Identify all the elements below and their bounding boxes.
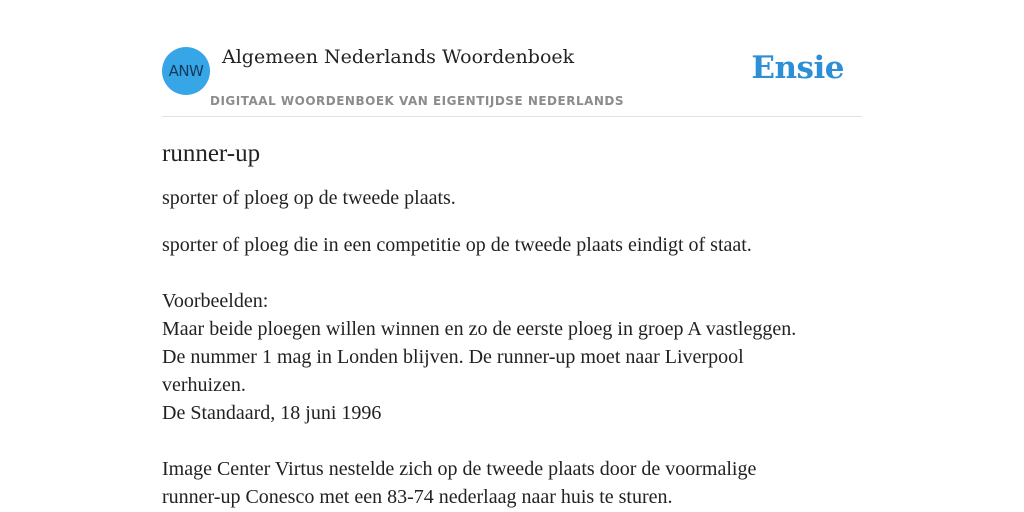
spacer [162, 259, 862, 287]
example-1-line-3: verhuizen. [162, 374, 246, 396]
example-1-source: De Standaard, 18 juni 1996 [162, 402, 382, 424]
site-header [162, 40, 862, 117]
spacer [162, 427, 862, 455]
ensie-logo[interactable]: Ensie [751, 50, 844, 86]
examples-heading: Voorbeelden: [162, 290, 269, 312]
anw-logo-text: ANW [168, 62, 204, 80]
entry-content [162, 138, 862, 511]
entry-title: runner-up [162, 140, 261, 167]
site-title[interactable]: Algemeen Nederlands Woordenboek [222, 46, 575, 68]
example-1-line-2: De nummer 1 mag in Londen blijven. De runner-up moet naar Liverpool [162, 346, 744, 368]
example-2-line-1: Image Center Virtus nestelde zich op de tweede plaats door de voormalige [162, 458, 757, 480]
long-definition: sporter of ploeg die in een competitie op de tweede plaats eindigt of staat. [162, 234, 752, 256]
anw-logo[interactable] [162, 47, 210, 95]
example-1-line-1: Maar beide ploegen willen winnen en zo de eerste ploeg in groep A vastleggen. [162, 318, 797, 340]
short-definition: sporter of ploeg op de tweede plaats. [162, 187, 456, 209]
site-subtitle: DIGITAAL WOORDENBOEK VAN EIGENTIJDSE NEDERLANDS [210, 94, 625, 108]
example-2-line-2: runner-up Conesco met een 83-74 nederlaag naar huis te sturen. [162, 486, 673, 508]
